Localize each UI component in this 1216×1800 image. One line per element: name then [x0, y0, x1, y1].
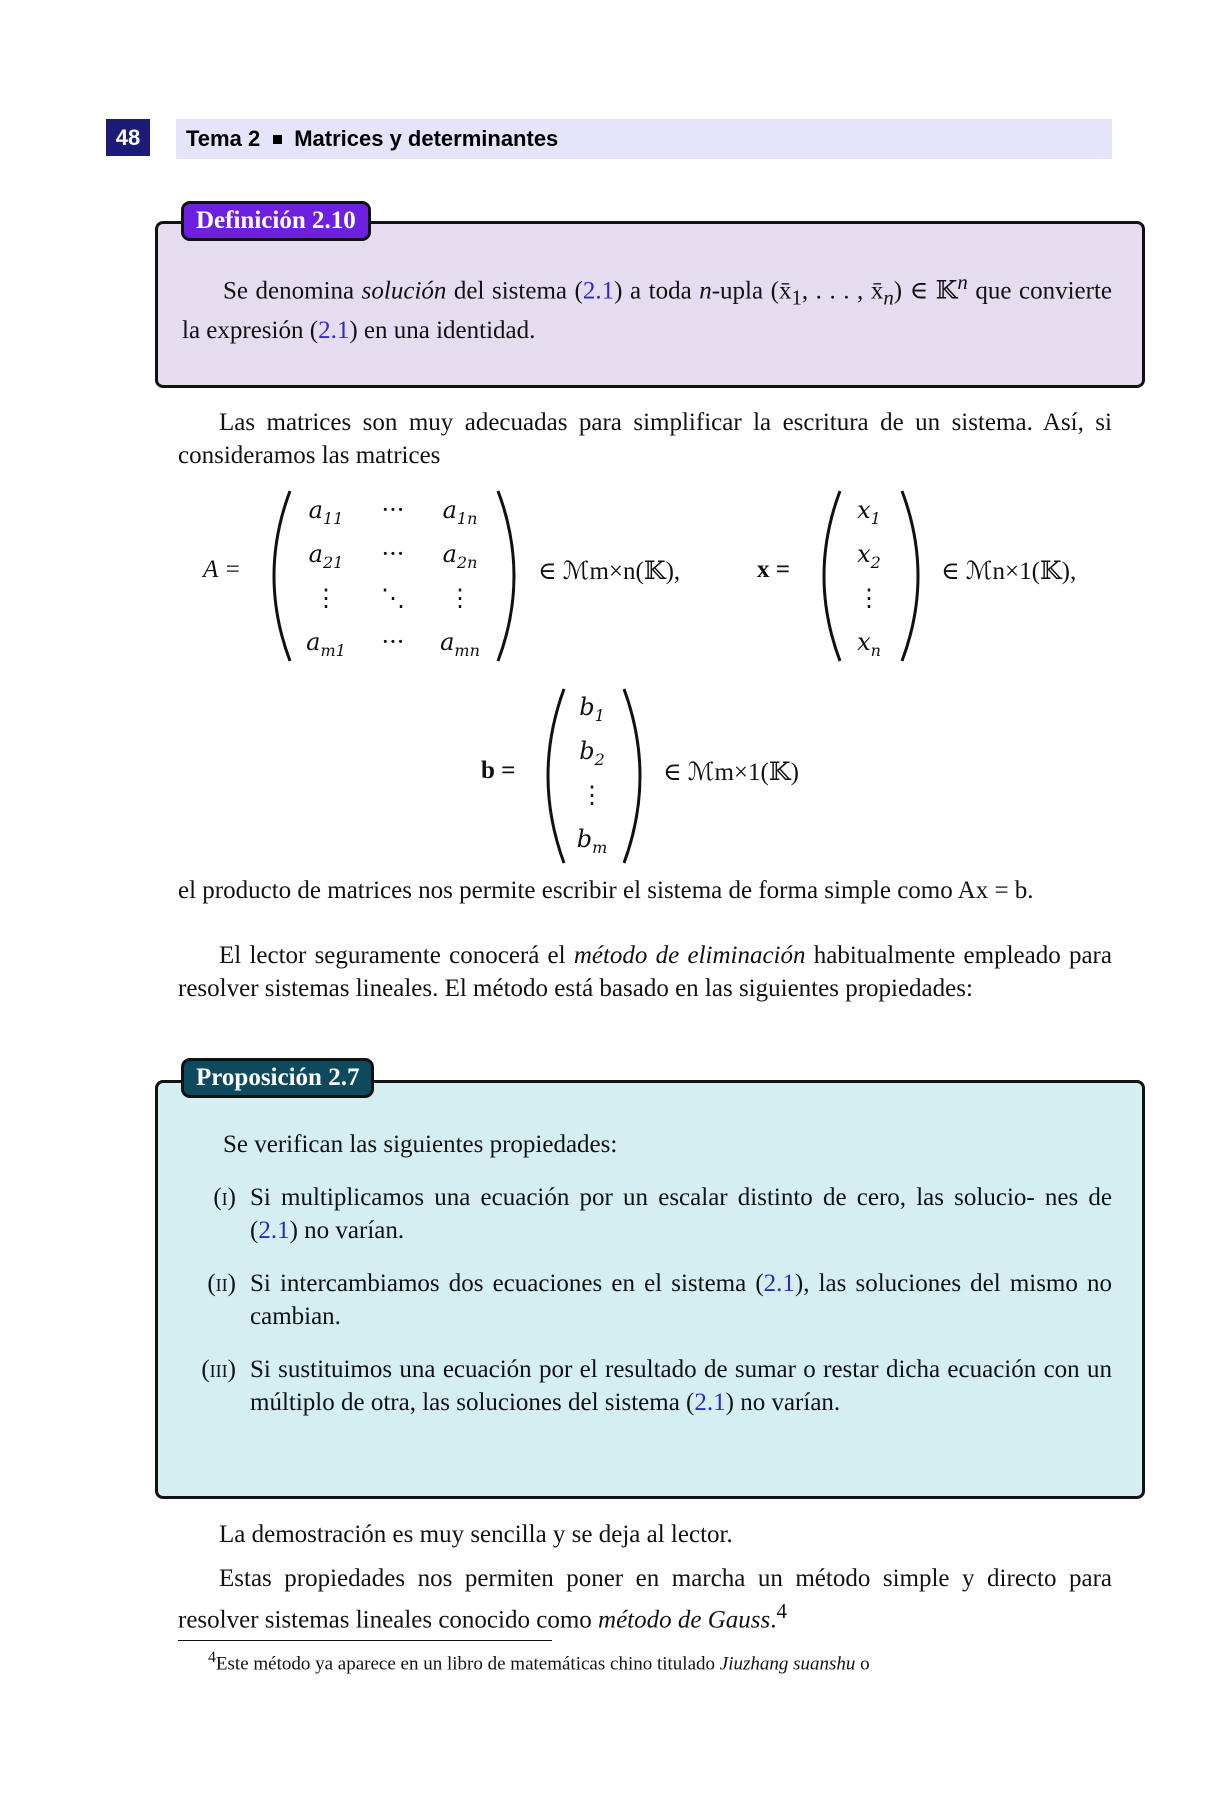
footnote-rule [178, 1640, 552, 1641]
matrix-cell: $a_{2n}$ [442, 540, 478, 572]
matrix-cell: $a_{mn}$ [440, 628, 480, 660]
list-item: (iii) Si sustituimos una ecuación por el resultado de sumar o restar dicha ecuación con un múltiplo de otra, las soluciones del sistema (2.1) no varían. [201, 1356, 1112, 1416]
matrix-cell: ⋮ [314, 584, 338, 612]
matrix-cell: ⋮ [580, 781, 604, 809]
list-item: (i) Si multiplicamos una ecuación por un escalar distinto de cero, las solucio- nes de (2.1) no varían. [213, 1184, 1112, 1244]
chapter-title: Matrices y determinantes [294, 126, 559, 151]
matrix-cell: ··· [381, 496, 405, 524]
matrix-cell: $a_{21}$ [308, 540, 344, 572]
matrix-cell: $b_2$ [579, 737, 605, 769]
vector-x-space: ∈ ℳn×1(𝕂), [941, 558, 1077, 585]
page-number: 48 [106, 119, 150, 156]
matrix-cell: $a_{m1}$ [306, 628, 346, 660]
matrix-cell: $b_m$ [576, 825, 608, 857]
matrix-cell: $a_{11}$ [308, 496, 344, 528]
equation-ref[interactable]: 2.1 [582, 277, 615, 305]
demonstration-paragraph: La demostración es muy sencilla y se deja al lector. [219, 1521, 733, 1548]
intro-paragraph: Las matrices son muy adecuadas para simplificar la escritura de un sistema. Así, si consideramos las matrices [178, 409, 1112, 469]
chapter-label: Tema 2 [186, 126, 261, 151]
matrix-cell: $b_1$ [579, 693, 605, 725]
equation-ref[interactable]: 2.1 [694, 1389, 726, 1416]
matrix-cell: ⋮ [448, 584, 472, 612]
proposition-label: Proposición 2.7 [181, 1058, 374, 1098]
footnote-marker[interactable]: 4 [776, 1599, 787, 1623]
definition-text: Se denomina solución del sistema (2.1) a toda n-upla ($x̄_1$, . . . , $x̄_n$) ∈ 𝕂$^n$ que convierte la expresión (2.1) en una identidad. [182, 270, 1112, 345]
vector-x-name: x = [757, 556, 790, 583]
equation-ref[interactable]: 2.1 [763, 1270, 795, 1297]
left-paren [264, 488, 294, 664]
vector-b-space: ∈ ℳm×1(𝕂) [663, 759, 799, 786]
matrix-a-space: ∈ ℳm×n(𝕂), [538, 558, 681, 585]
equation-ref[interactable]: 2.1 [258, 1217, 290, 1244]
vector-b-name: b = [481, 757, 516, 784]
matrix-cell: ··· [381, 628, 405, 656]
matrix-cell: $x_1$ [857, 496, 881, 528]
footnote: $^4$Este método ya aparece en un libro de matemáticas chino titulado Jiuzhang suanshu o [208, 1649, 870, 1675]
equation-ref[interactable]: 2.1 [318, 317, 350, 345]
running-header [176, 119, 1112, 159]
matrix-cell: ⋱ [381, 584, 405, 612]
gauss-paragraph: Estas propiedades nos permiten poner en marcha un método simple y directo para resolver sistemas lineales conocido como método de Gauss.$^4$ [178, 1565, 1112, 1634]
matrix-cell: ··· [381, 540, 405, 568]
list-item: (ii) Si intercambiamos dos ecuaciones en el sistema (2.1), las soluciones del mismo no cambian. [207, 1270, 1112, 1330]
matrix-cell: ⋮ [857, 584, 881, 612]
matrix-a-name: A = [203, 556, 241, 583]
matrix-cell: $a_{1n}$ [442, 496, 478, 528]
matrix-cell: $x_n$ [857, 628, 881, 660]
product-paragraph: el producto de matrices nos permite escribir el sistema de forma simple como Ax = b. [178, 877, 1034, 904]
definition-label: Definición 2.10 [181, 201, 371, 241]
square-bullet-icon [273, 135, 282, 144]
elimination-paragraph: El lector seguramente conocerá el método de eliminación habitualmente empleado para resolver sistemas lineales. El método está basado en las siguientes propiedades: [178, 942, 1112, 1002]
right-paren [494, 488, 524, 664]
matrix-cell: $x_2$ [857, 540, 881, 572]
proposition-intro: Se verifican las siguientes propiedades: [223, 1131, 618, 1158]
